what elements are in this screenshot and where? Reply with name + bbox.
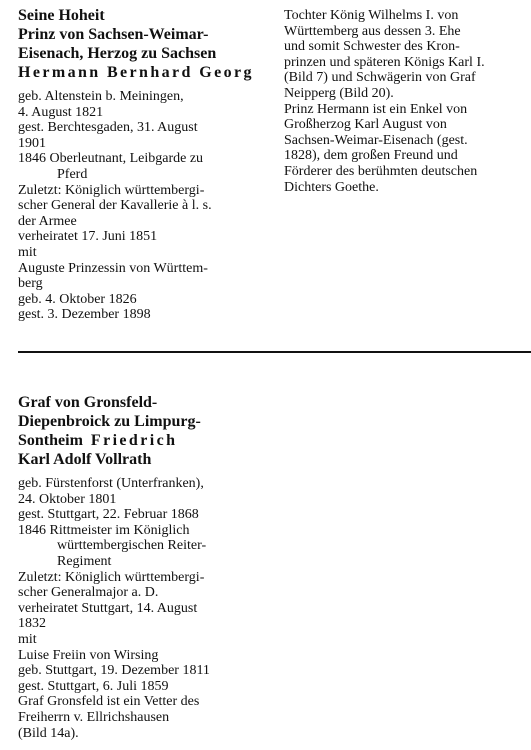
title-line: Karl Adolf Vollrath: [18, 451, 152, 468]
body-line: verheiratet Stuttgart, 14. August: [18, 600, 198, 616]
body-line: Luise Freiin von Wirsing: [18, 647, 159, 663]
body-line: 1901: [18, 135, 46, 151]
title-line: Eisenach, Herzog zu Sachsen: [18, 45, 217, 62]
entry-hermann-continued: [284, 8, 524, 195]
title-prefix: Sontheim: [18, 432, 83, 449]
body-line: mit: [18, 631, 37, 647]
body-line: und somit Schwester des Kron-: [284, 39, 460, 55]
body-line: Dichters Goethe.: [284, 179, 379, 195]
body-line: verheiratet 17. Juni 1851: [18, 229, 158, 245]
body-line: Tochter König Wilhelms I. von: [284, 8, 459, 23]
title-line: Seine Hoheit: [18, 7, 105, 24]
body-line: 1846 Rittmeister im Königlich: [18, 522, 190, 538]
body-line: berg: [18, 276, 43, 292]
body-line: Regiment: [57, 553, 112, 569]
body-line: Zuletzt: Königlich württembergi-: [18, 182, 205, 198]
body-line: der Armee: [18, 213, 77, 229]
body-line: (Bild 14a).: [18, 725, 79, 741]
body-line: gest. Berchtesgaden, 31. August: [18, 120, 198, 136]
body-line: geb. Altenstein b. Meiningen,: [18, 89, 184, 104]
body-line: gest. Stuttgart, 22. Februar 1868: [18, 507, 199, 523]
title-line: Prinz von Sachsen-Weimar-: [18, 26, 209, 43]
entry-body: [18, 476, 278, 741]
body-line: prinzen und späteren Königs Karl I.: [284, 54, 485, 70]
body-line: 1832: [18, 616, 46, 632]
body-line: Graf Gronsfeld ist ein Vetter des: [18, 694, 200, 710]
entry-body: [284, 8, 524, 195]
body-line: württembergischen Reiter-: [57, 538, 207, 554]
body-line: Prinz Hermann ist ein Enkel von: [284, 101, 468, 117]
given-names: Hermann Bernhard Georg: [18, 64, 254, 81]
body-line: 24. Oktober 1801: [18, 491, 117, 507]
title-line: [18, 431, 278, 450]
body-line: mit: [18, 244, 37, 260]
entry-gronsfeld: [18, 393, 278, 741]
body-line: Württemberg aus dessen 3. Ehe: [284, 23, 461, 39]
body-line: Zuletzt: Königlich württembergi-: [18, 569, 205, 585]
body-line: geb. 4. Oktober 1826: [18, 291, 137, 307]
section-divider: [18, 351, 531, 353]
entry-title: [18, 6, 268, 82]
body-line: scher Generalmajor a. D.: [18, 585, 159, 601]
title-line: Diepenbroick zu Limpurg-: [18, 413, 201, 430]
body-line: geb. Fürstenforst (Unterfranken),: [18, 476, 204, 491]
body-line: 1846 Oberleutnant, Leibgarde zu: [18, 151, 204, 167]
entry-title: [18, 393, 278, 469]
body-line: Neipperg (Bild 20).: [284, 85, 394, 101]
entry-hermann: [18, 6, 268, 323]
body-line: scher General der Kavallerie à l. s.: [18, 198, 212, 214]
body-line: gest. Stuttgart, 6. Juli 1859: [18, 678, 169, 694]
body-line: Pferd: [57, 166, 88, 182]
entry-body: [18, 89, 268, 323]
title-line: Graf von Gronsfeld-: [18, 394, 158, 411]
body-line: Auguste Prinzessin von Württem-: [18, 260, 208, 276]
body-line: geb. Stuttgart, 19. Dezember 1811: [18, 663, 210, 679]
given-name-spaced: Friedrich: [90, 432, 178, 449]
body-line: Freiherrn v. Ellrichshausen: [18, 709, 170, 725]
body-line: (Bild 7) und Schwägerin von Graf: [284, 70, 476, 86]
body-line: Sachsen-Weimar-Eisenach (gest.: [284, 132, 468, 148]
body-line: gest. 3. Dezember 1898: [18, 307, 151, 323]
body-line: 4. August 1821: [18, 104, 104, 120]
body-line: Förderer des berühmten deutschen: [284, 163, 478, 179]
body-line: 1828), dem großen Freund und: [284, 148, 458, 164]
body-line: Großherzog Karl August von: [284, 117, 447, 133]
